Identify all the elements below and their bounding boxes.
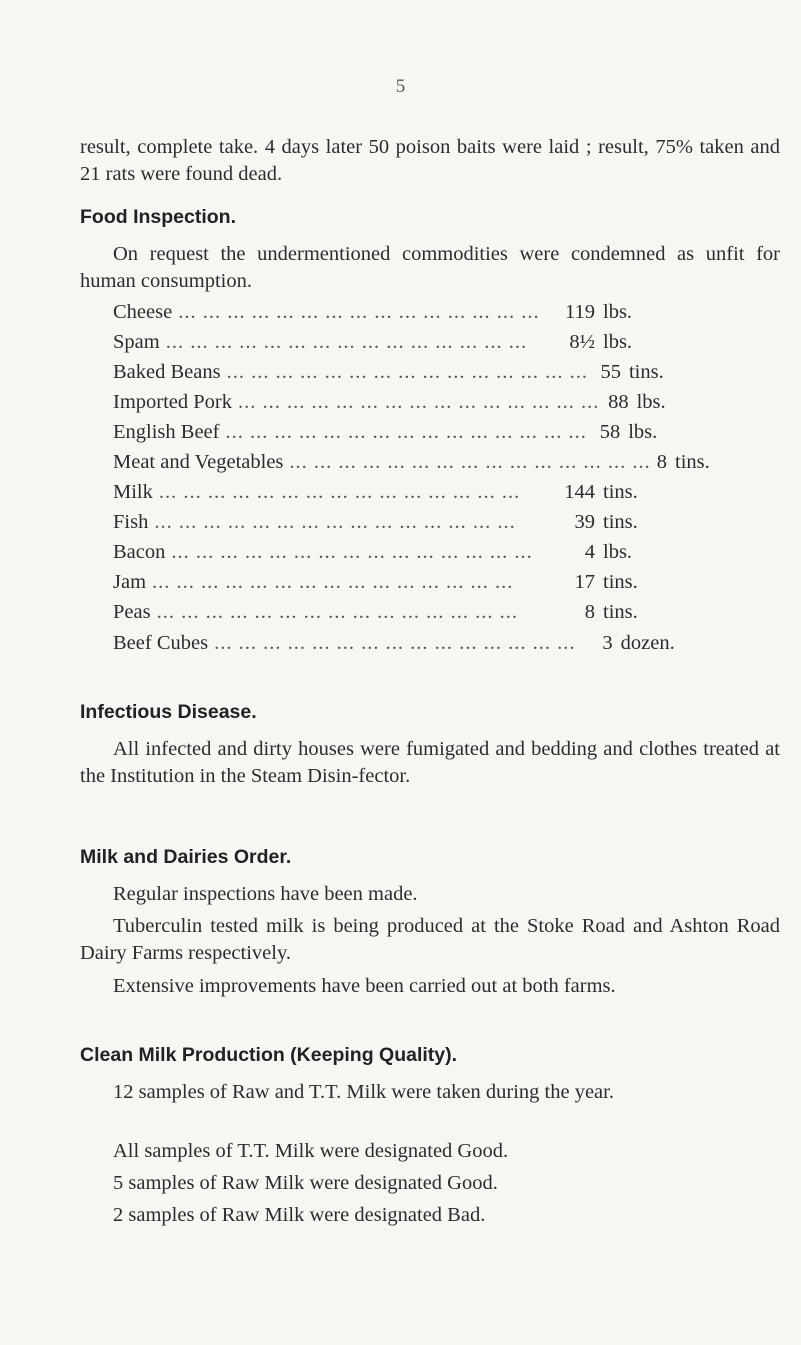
clean-milk-heading: Clean Milk Production (Keeping Quality). — [80, 1044, 458, 1066]
food-item-name: Fish — [113, 511, 149, 534]
food-item-qty: 144 — [564, 481, 595, 504]
food-item-unit: dozen. — [620, 631, 675, 654]
food-item-unit: lbs. — [628, 420, 658, 443]
leader-dots: ... ... ... ... ... ... ... ... ... ... ... ... ... ... ... — [156, 601, 518, 624]
food-item-qty: 55 — [600, 360, 621, 383]
food-item-qty: 3 — [602, 631, 613, 654]
clean-milk-para-2: All samples of T.T. Milk were designated Good. — [113, 1140, 509, 1162]
food-item-qty: 58 — [599, 420, 621, 443]
leader-dots: ... ... ... ... ... ... ... ... ... ... ... ... ... ... ... — [171, 541, 533, 564]
food-item-unit: tins. — [675, 451, 710, 474]
food-inspection-table — [113, 297, 710, 658]
food-item-unit: tins. — [603, 511, 638, 534]
food-item-qty: 8 — [656, 451, 668, 474]
leader-dots: ... ... ... ... ... ... ... ... ... ... ... ... ... ... ... — [178, 300, 540, 323]
leader-dots: ... ... ... ... ... ... ... ... ... ... ... ... ... ... ... — [238, 390, 600, 413]
food-row — [113, 538, 683, 568]
food-item-unit: lbs. — [603, 541, 633, 564]
food-item-qty: 88 — [608, 390, 629, 413]
intro-paragraph: result, complete take. 4 days later 50 poison baits were laid ; result, 75% taken and 21 rats were found dead. — [80, 136, 780, 185]
food-row — [113, 447, 710, 477]
milk-dairies-para-3: Extensive improvements have been carried out at both farms. — [113, 975, 616, 997]
clean-milk-para-4: 2 samples of Raw Milk were designated Bad. — [113, 1204, 486, 1226]
milk-dairies-para-1: Regular inspections have been made. — [113, 883, 418, 905]
food-item-name: Imported Pork — [113, 390, 232, 413]
food-row — [113, 568, 683, 598]
leader-dots: ... ... ... ... ... ... ... ... ... ... ... ... ... ... ... — [226, 360, 588, 383]
food-row — [113, 598, 683, 628]
milk-dairies-heading: Milk and Dairies Order. — [80, 846, 292, 868]
food-item-name: Beef Cubes — [113, 631, 209, 654]
food-item-name: Jam — [113, 571, 147, 594]
food-item-name: Milk — [113, 481, 153, 504]
food-item-unit: tins. — [603, 481, 638, 504]
food-item-unit: lbs. — [603, 330, 633, 353]
leader-dots: ... ... ... ... ... ... ... ... ... ... ... ... ... ... ... — [165, 330, 528, 353]
food-item-name: Baked Beans — [113, 360, 221, 383]
leader-dots: ... ... ... ... ... ... ... ... ... ... ... ... ... ... ... — [225, 420, 587, 443]
food-item-unit: tins. — [603, 571, 638, 594]
clean-milk-para-1: 12 samples of Raw and T.T. Milk were taken during the year. — [113, 1081, 614, 1103]
food-item-unit: tins. — [628, 360, 664, 383]
food-item-name: Bacon — [113, 541, 166, 564]
leader-dots: ... ... ... ... ... ... ... ... ... ... ... ... ... ... ... — [214, 631, 576, 654]
food-item-unit: tins. — [603, 601, 638, 624]
food-row — [113, 628, 683, 658]
food-item-qty: 17 — [574, 571, 595, 594]
food-inspection-heading: Food Inspection. — [80, 206, 236, 228]
food-row — [113, 478, 683, 508]
food-item-qty: 8½ — [569, 330, 595, 353]
leader-dots: ... ... ... ... ... ... ... ... ... ... ... ... ... ... ... — [289, 451, 651, 474]
food-row — [113, 327, 683, 357]
food-item-name: Cheese — [113, 300, 173, 323]
food-row — [113, 417, 683, 447]
milk-dairies-para-2: Tuberculin tested milk is being produced at the Stoke Road and Ashton Road Dairy Farms respectively. — [80, 915, 780, 964]
food-item-name: Meat and Vegetables — [113, 451, 284, 474]
food-row — [113, 357, 683, 387]
food-item-unit: lbs. — [603, 300, 633, 323]
food-item-name: English Beef — [113, 420, 220, 443]
food-item-qty: 119 — [565, 300, 595, 323]
food-inspection-intro: On request the undermentioned commodities were condemned as unfit for human consumption. — [80, 243, 780, 292]
food-row — [113, 508, 683, 538]
leader-dots: ... ... ... ... ... ... ... ... ... ... ... ... ... ... ... — [154, 511, 516, 534]
infectious-disease-text: All infected and dirty houses were fumigated and bedding and clothes treated at the Institution in the Steam Disin-fector. — [80, 738, 780, 787]
food-row — [113, 387, 683, 417]
food-item-name: Spam — [113, 330, 160, 353]
leader-dots: ... ... ... ... ... ... ... ... ... ... ... ... ... ... ... — [152, 571, 514, 594]
food-row — [113, 297, 683, 327]
page-number: 5 — [395, 76, 406, 97]
food-item-unit: lbs. — [636, 390, 666, 413]
clean-milk-para-3: 5 samples of Raw Milk were designated Good. — [113, 1172, 498, 1194]
food-item-qty: 8 — [584, 601, 595, 624]
infectious-disease-heading: Infectious Disease. — [80, 701, 257, 723]
food-item-qty: 4 — [584, 541, 595, 564]
food-item-name: Peas — [113, 601, 151, 624]
food-item-qty: 39 — [574, 511, 595, 534]
leader-dots: ... ... ... ... ... ... ... ... ... ... ... ... ... ... ... — [158, 481, 521, 504]
